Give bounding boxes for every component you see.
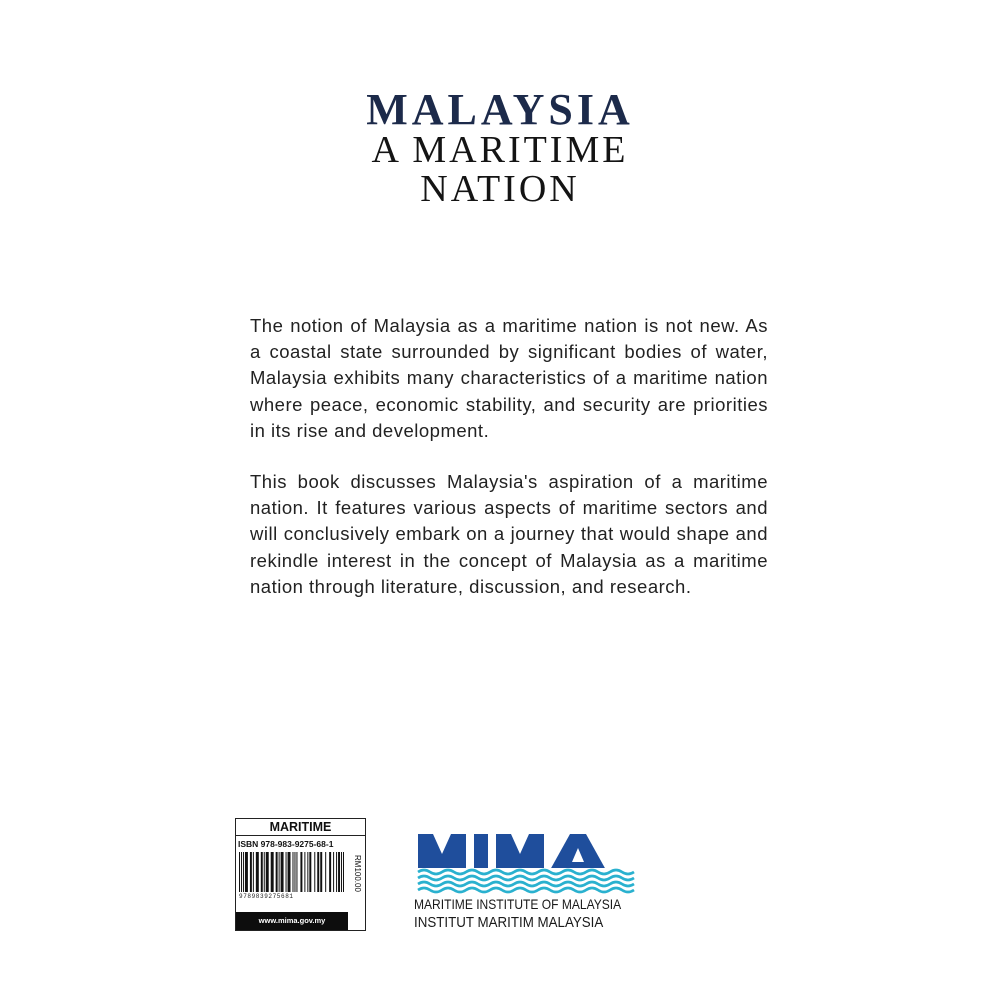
- barcode-bar: [245, 852, 248, 892]
- barcode-bar: [341, 852, 342, 892]
- barcode-bar: [300, 852, 302, 892]
- publisher-name-malay: INSTITUT MARITIM MALAYSIA: [414, 915, 604, 931]
- barcode-bar: [241, 852, 242, 892]
- barcode-bar: [304, 852, 305, 892]
- barcode-bar: [314, 852, 315, 892]
- barcode-bar: [325, 852, 326, 892]
- mima-logo-icon: [416, 832, 640, 894]
- barcode-category: MARITIME: [236, 819, 365, 836]
- barcode-label: [235, 818, 366, 931]
- barcode-bar: [261, 852, 263, 892]
- barcode-bar: [333, 852, 334, 892]
- barcode-bar: [271, 852, 274, 892]
- barcode-bar: [320, 852, 322, 892]
- barcode-bar: [279, 852, 280, 892]
- publisher-name-english: MARITIME INSTITUTE OF MALAYSIA: [414, 896, 622, 912]
- barcode-bar: [343, 852, 344, 892]
- blurb-paragraph-2: This book discusses Malaysia's aspiration of a maritime nation. It features various aspects of maritime sectors and will conclusively embark on a journey that would shape and rekindle interest in the concept of Malaysia as a maritime nation through literature, discussion, and research.: [250, 471, 768, 597]
- blurb-text: [250, 313, 768, 625]
- barcode-bar: [250, 852, 252, 892]
- barcode-bar: [307, 852, 308, 892]
- barcode-bar: [286, 852, 287, 892]
- title-line-malaysia: MALAYSIA: [366, 85, 634, 134]
- price-label: RM100.00: [353, 855, 362, 892]
- barcode-bar: [338, 852, 340, 892]
- barcode-bar: [294, 852, 295, 892]
- barcode-bar: [256, 852, 259, 892]
- barcode-bar: [281, 852, 284, 892]
- barcode-bar: [253, 852, 254, 892]
- mima-logo: [414, 832, 644, 938]
- title-line-nation: NATION: [420, 168, 580, 210]
- barcode-icon: [239, 852, 344, 892]
- barcode-bar: [266, 852, 269, 892]
- barcode-bar: [239, 852, 240, 892]
- barcode-bar: [336, 852, 337, 892]
- blurb-paragraph-1: The notion of Malaysia as a maritime nation is not new. As a coastal state surrounded by significant bodies of water, Malaysia exhibits many characteristics of a maritime nation where peace, economic stability, and security are priorities in its rise and development.: [250, 315, 768, 441]
- barcode-bar: [288, 852, 291, 892]
- barcode-bar: [317, 852, 319, 892]
- barcode-bar: [264, 852, 265, 892]
- title-line-a-maritime: A MARITIME: [371, 129, 629, 171]
- website-label: www.mima.gov.my: [236, 912, 348, 930]
- barcode-bar: [329, 852, 331, 892]
- isbn-text: ISBN 978-983-9275-68-1: [238, 839, 334, 849]
- barcode-bar: [309, 852, 311, 892]
- barcode-bar: [243, 852, 244, 892]
- barcode-bar: [292, 852, 293, 892]
- barcode-bar: [276, 852, 278, 892]
- barcode-bar: [296, 852, 297, 892]
- barcode-digits: 9789839275681: [239, 893, 294, 900]
